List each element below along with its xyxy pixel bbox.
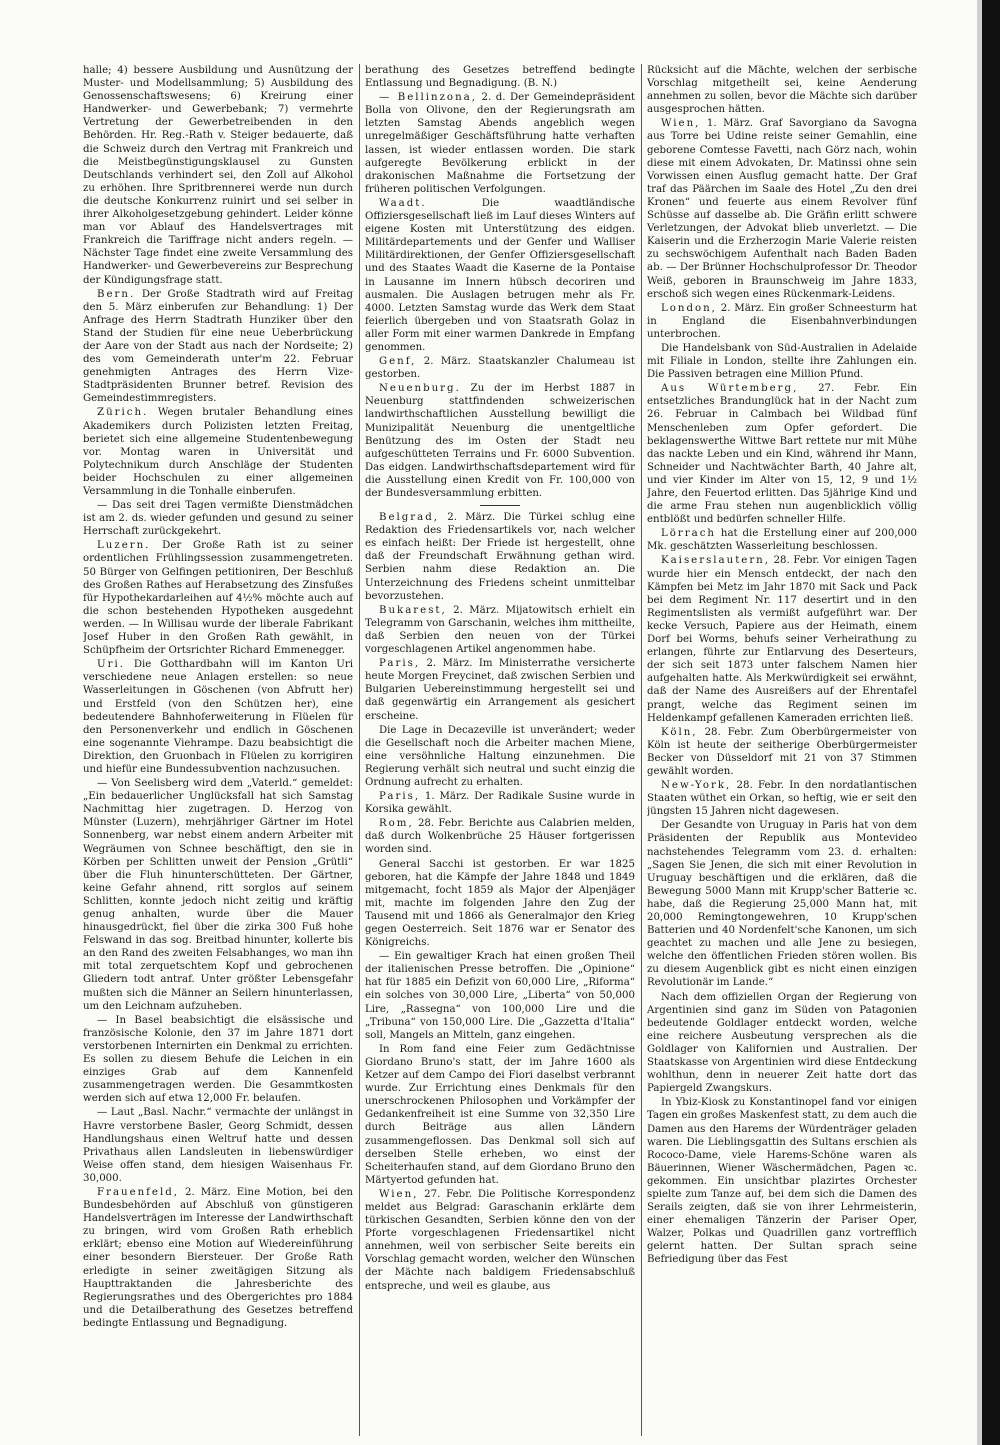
paragraph-text: — Laut „Basl. Nachr.“ vermachte der unlängst in Havre verstorbene Basler, Georg Schmidt, dessen Handlungshaus einen Weltruf hatte und dessen Privathaus allen Landsleuten in liebenswürdiger Weise offen stand, dem hiesigen Waisenhaus Fr. 30,000. <box>83 1107 353 1184</box>
paragraph-text: Die Gotthardbahn will im Kanton Uri verschiedene neue Anlagen erstellen: so neue Wasserleitungen in Göschenen (von Abfrutt her) und Erstfeld (von den Schützen her), eine bedeutendere Bahnhoferweiterung in Flüelen für den Personenverkehr und endlich in Göschenen eine sogenannte Viehrampe. Dazu beabsichtigt die Direktion, den Gruonbach in Flüelen zu korrigiren und hiefür eine Bundessubvention nachzusuchen. <box>83 659 353 775</box>
column-1 <box>83 64 353 1434</box>
dateline: Waadt. <box>379 197 427 209</box>
dateline: Frauenfeld, <box>97 1186 179 1198</box>
paragraph-text: Nach dem offiziellen Organ der Regierung von Argentinien sind ganz im Süden von Patagonien bedeutende Goldlager entdeckt worden, welche eine reichere Ausbeutung versprechen als die Goldlager von Kalifornien und Australien. Der Staatskasse von Argentinien wird diese Entdeckung wohlthun, denn in neuerer Zeit hatte dort das Papiergeld Zwangskurs. <box>647 991 917 1095</box>
paragraph-text: Der Große Stadtrath wird auf Freitag den 5. März einberufen zur Behandlung: 1) Der Anfrage des Herrn Stadtrath Hunziker über den Stand der Studien für eine neue Ueberbrückung der Aare von der Stadt aus nach der Nordseite; 2) des vom Gemeinderath unter'm 22. Februar genehmigten Antrages des Herrn Vize-Stadtpräsidenten Brunner betref. Revision des Gemeindestimmregisters. <box>83 288 353 405</box>
article-paragraph <box>647 527 917 553</box>
article-paragraph <box>647 779 917 818</box>
article-paragraph <box>83 499 353 538</box>
article-paragraph <box>365 817 635 856</box>
article-paragraph <box>365 950 635 1042</box>
article-paragraph <box>365 790 635 816</box>
column-rule <box>641 64 642 1436</box>
article-paragraph <box>647 302 917 341</box>
paragraph-text: Wegen brutaler Behandlung eines Akademikers durch Polizisten letzten Freitag, berietet sich eine allgemeine Studentenbewegung vor. Montag waren in Universität und Polytechnikum durch Anschläge der Studenten beider Hochschulen zu einer allgemeinen Versammlung in die Tonhalle einberufen. <box>83 407 353 497</box>
paragraph-text: 28. Febr. Zum Oberbürgermeister von Köln ist heute der seitherige Oberbürgermeister Becker von Düsseldorf mit 21 von 37 Stimmen gewählt worden. <box>647 726 917 777</box>
dateline: Wien, <box>661 118 701 130</box>
paragraph-text: — Von Seelisberg wird dem „Vaterld.“ gemeldet: „Ein bedauerlicher Unglücksfall hat sich Samstag Nachmittag hier zugetragen. D. Herzog von Münster (Luzern), mehrjähriger Gärtner im Hotel Sonnenberg, war nebst einem andern Arbeiter mit Wegräumen von Schnee beschäftigt, den sie in Körben per Schlitten unweit der Pension „Grütli“ über die Fluh hinunterschütteten. Der Gärtner, keine Gefahr ahnend, ritt sorglos auf seinem Schlitten, konnte jedoch nicht zeitig und kräftig genug anhalten, wurde über die Mauer hinausgedrückt, fiel über die zirka 300 Fuß hohe Felswand in das sog. Breitbad hinunter, kollerte bis an den Rand des zweiten Felsabhanges, wo man ihn mit total zerquetschtem Kopf und gebrochenen Gliedern todt antraf. Unter größter Lebensgefahr mußten sich die Männer an Seilern hinunterlassen, um den Leichnam aufzuheben. <box>83 778 353 1012</box>
dateline: Köln, <box>661 726 698 738</box>
article-paragraph <box>83 658 353 776</box>
paragraph-text: Der Gesandte von Uruguay in Paris hat von dem Präsidenten der Republik aus Montevideo nachstehendes Telegramm vom 23. d. erhalten: „Sagen Sie Jenen, die sich mit einer Revolution in Uruguay beschäftigen und die erklären, daß die Bewegung 5000 Mann mit Krupp'scher Batterie ꝛc. habe, daß die Regierung 25,000 Mann hat, mit 20,000 Remingtongewehren, 10 Krupp'schen Batterien und 40 Nordenfelt'sche Kanonen, um sich geachtet zu machen und alle Jene zu besiegen, welche den öffentlichen Frieden stören wollen. Bis zu diesem Augenblick gibt es nicht einen einzigen Revolutionär im Lande.“ <box>647 820 917 989</box>
article-paragraph <box>647 554 917 724</box>
dateline: Lörrach <box>661 528 716 540</box>
paragraph-text: Die Handelsbank von Süd-Australien in Adelaide mit Filiale in London, stellte ihre Zahlungen ein. Die Passiven betragen eine Million Pfund. <box>647 342 917 381</box>
article-paragraph <box>365 1188 635 1293</box>
article-paragraph <box>647 64 917 116</box>
article-paragraph <box>365 91 635 196</box>
article-paragraph <box>365 197 635 354</box>
paragraph-text: In Ybiz-Kiosk zu Konstantinopel fand vor einigen Tagen ein großes Maskenfest statt, zu dem auch die Damen aus den Harems der Würdenträger geladen waren. Die Lieblingsgattin des Sultans erschien als Rococo-Dame, viele Harems-Schöne waren als Bäuerinnen, Wiener Wäschermädchen, Pagen ꝛc. gekommen. Ein unsichtbar plazirtes Orchester spielte zum Tanze auf, bei dem sich die Damen des Serails zeigten, daß sie von ihrer Lehrmeisterin, einer ehemaligen Tänzerin der Pariser Oper, Walzer, Polkas und Quadrillen ganz vortrefflich gelernt hatten. Der Sultan sprach seine Befriedigung über das Fest <box>647 1097 917 1266</box>
paragraph-text: 27. Febr. Ein entsetzliches Brandunglück hat in der Nacht zum 26. Februar in Calmbach bei Wildbad fünf Menschenleben zum Opfer gefordert. Die beklagenswerthe Wittwe Bart rettete nur mit Mühe das nackte Leben und ein Kind, während ihr Mann, Schneider und Nachtwächter Barth, 40 Jahre alt, und vier Kinder im Alter von 15, 12, 9 und 1½ Jahre, den Feuertod erlitten. Das 5jährige Kind und die arme Frau stehen nun augenblicklich völlig entblößt und bedürfen schneller Hilfe. <box>647 383 917 526</box>
dateline: Aus Würtemberg, <box>661 383 799 395</box>
dateline: Belgrad, <box>379 512 439 524</box>
article-paragraph <box>83 64 353 287</box>
column-2 <box>365 64 635 1434</box>
dateline: Paris, <box>379 791 421 803</box>
dateline: — Bellinzona, <box>379 92 477 104</box>
paragraph-text: 2. März. Die Türkei schlug eine Redaktion des Friedensartikels vor, nach welcher es einfach heißt: Der Friede ist hergestellt, ohne daß der Freundschaft Erwähnung gethan wird. Serbien nahm diese Redaktion an. Die Unterzeichnung des Friedens scheint unmittelbar bevorzustehen. <box>365 512 635 602</box>
page-edge <box>982 0 1000 1445</box>
article-paragraph <box>83 777 353 1013</box>
paragraph-text: Die waadtländische Offiziersgesellschaft ließ im Lauf dieses Winters auf eigene Kosten mit Unterstützung des eidgen. Militärdepartements und der Genfer und Walliser Militärdirektionen, der Genfer Offiziersgesellschaft und des Staates Waadt die Kaserne de la Pontaise in Lausanne im Innern hübsch decoriren und ausmalen. Die Auslagen betrugen mehr als Fr. 4000. Letzten Samstag wurde das Werk dem Staat feierlich übergeben und von Staatsrath Golaz in aller Form mit einer warmen Dankrede in Empfang genommen. <box>365 197 635 353</box>
dateline: Uri. <box>97 659 125 671</box>
paragraph-text: berathung des Gesetzes betreffend bedingte Entlassung und Begnadigung. (B. N.) <box>365 65 635 90</box>
paragraph-text: Zu der im Herbst 1887 in Neuenburg stattfindenden schweizerischen landwirthschaftlichen Ausstellung bewilligt die Munizipalität Neuenburg die unentgeltliche Benützung des im Osten der Stadt neu aufgeschütteten Terrains und Fr. 6000 Subvention. Das eidgen. Landwirthschaftsdepartement wird für die Ausstellung einen Kredit von Fr. 100,000 von der Bundesversammlung erbitten. <box>365 383 635 499</box>
paragraph-text: 2. März. Eine Motion, bei den Bundesbehörden auf Abschluß von günstigeren Handelsverträgen im Interesse der Landwirthschaft zu bringen, wird vom Großen Rath erheblich erklärt; ebenso eine Motion auf Wiedereinführung einer besondern Biersteuer. Der Große Rath erledigte in seiner zweitägigen Sitzung als Haupttraktanden die Jahresberichte des Regierungsrathes und des Obergerichtes pro 1884 und die Detailberathung des Gesetzes betreffend bedingte Entlassung und Begnadigung. <box>83 1186 353 1329</box>
paragraph-text: 27. Febr. Die Politische Korrespondenz meldet aus Belgrad: Garaschanin erklärte dem türkischen Gesandten, Serbien könne den von der Pforte vorgeschlagenen Friedensartikel nicht annehmen, weil von serbischer Seite bereits ein Vorschlag gemacht worden, welcher den Wünschen der Mächte nach baldigem Friedensabschluß entspreche, und weil es glaube, aus <box>365 1188 635 1292</box>
article-paragraph <box>365 382 635 500</box>
paragraph-text: 28. Febr. Vor einigen Tagen wurde hier ein Mensch entdeckt, der nach den Kämpfen bei Metz im Jahr 1870 mit Sack und Pack bei dem Regiment Nr. 117 desertirt und in den Regimentslisten als vermißt aufgeführt war. Der kecke Versuch, Papiere aus der Heimath, einem Dorf bei Worms, behufs seiner Verheirathung zu erlangen, führte zur Entlarvung des Deserteurs, der sich seit 1873 unter falschem Namen hier aufgehalten hatte. Als Merkwürdigkeit sei erwähnt, daß der Name des Ausreißers auf der Ehrentafel prangt, welche das Regiment seinen im Heldenkampf gefallenen Kameraden errichten ließ. <box>647 555 917 724</box>
article-paragraph <box>83 1186 353 1330</box>
article-paragraph <box>647 819 917 989</box>
paragraph-text: Der Große Rath ist zu seiner ordentlichen Frühlingssession zusammengetreten. 50 Bürger von Gelfingen petitioniren, Der Beschluß des Großen Rathes auf Herabsetzung des Zinsfußes für Hypothekardarleihen auf 4½% möchte auch auf die schon bestehenden Hypotheken ausgedehnt werden. — In Willisau wurde der liberale Fabrikant Josef Huber in den Großen Rath gewählt, in Schüpfheim der Ortsrichter Richard Emmenegger. <box>83 540 353 657</box>
article-paragraph <box>647 1096 917 1266</box>
article-paragraph <box>365 355 635 381</box>
article-paragraph <box>365 657 635 722</box>
paragraph-text: — In Basel beabsichtigt die elsässische und französische Kolonie, den 37 im Jahre 1871 dort verstorbenen Internirten ein Denkmal zu errichten. Es sollen zu diesem Behufe die Leichen in ein einziges Grab auf dem Kannenfeld zusammengetragen werden. Die Gesammtkosten werden sich auf etwa 12,000 Fr. belaufen. <box>83 1014 353 1105</box>
article-paragraph <box>365 604 635 656</box>
article-paragraph <box>365 511 635 603</box>
paragraph-text: General Sacchi ist gestorben. Er war 1825 geboren, hat die Kämpfe der Jahre 1848 und 1849 mitgemacht, focht 1859 als Major der Alpenjäger mit, machte im folgenden Jahre den Zug der Tausend mit und 1866 als Generalmajor den Krieg gegen Oesterreich. Seit 1876 war er Senator des Königreichs. <box>365 858 635 949</box>
paragraph-text: 1. März. Der Radikale Susine wurde in Korsika gewählt. <box>365 791 635 816</box>
article-paragraph <box>365 858 635 950</box>
dateline: Neuenburg. <box>379 383 461 395</box>
dateline: Kaiserslautern, <box>661 555 770 567</box>
article-paragraph <box>83 406 353 498</box>
paragraph-text: 2. März. Staatskanzler Chalumeau ist gestorben. <box>365 356 635 381</box>
article-paragraph <box>83 1014 353 1106</box>
paragraph-text: Die Lage in Decazeville ist unverändert; weder die Gesellschaft noch die Arbeiter machen Miene, eine versöhnliche Haltung einzunehmen. Die Regierung verhält sich neutral und sucht einzig die Ordnung aufrecht zu erhalten. <box>365 724 635 788</box>
column-3 <box>647 64 917 1434</box>
dateline: Zürich. <box>97 407 149 419</box>
paragraph-text: — Ein gewaltiger Krach hat einen großen Theil der italienischen Presse betroffen. Die „Opinione“ hat für 1885 ein Defizit von 60,000 Lire, „Riforma“ ein solches von 30,000 Lire, „Liberta“ von 50,000 Lire, „Rassegna“ von 100,000 Lire und die „Tribuna“ von 150,000 Lire. Die „Gazzetta d'Italia“ soll, Mangels an Mitteln, ganz eingehen. <box>365 951 635 1041</box>
article-paragraph <box>647 382 917 526</box>
paragraph-text: 2. d. Der Gemeindepräsident Bolla von Olivone, den der Regierungsrath am letzten Samstag Abends angeblich wegen unregelmäßiger Geschäftsführung hatte verhaften lassen, ist wieder entlassen worden. Die stark aufgeregte Bevölkerung erblickt in der drakonischen Maßnahme die Fortsetzung der früheren politischen Verfolgungen. <box>365 92 635 195</box>
dateline: Wien, <box>379 1188 419 1200</box>
article-paragraph <box>83 539 353 657</box>
column-rule <box>359 64 360 1436</box>
article-paragraph <box>647 117 917 300</box>
section-separator <box>480 505 520 506</box>
dateline: London, <box>661 302 717 314</box>
article-paragraph <box>83 288 353 406</box>
article-paragraph <box>365 64 635 90</box>
dateline: Bern. <box>97 288 136 300</box>
article-paragraph <box>647 991 917 1096</box>
dateline: Bukarest, <box>379 604 447 616</box>
article-paragraph <box>647 342 917 381</box>
paragraph-text: — Das seit drei Tagen vermißte Dienstmädchen ist am 2. ds. wieder gefunden und gesund zu seiner Herrschaft zurückgekehrt. <box>83 500 353 538</box>
dateline: Luzern. <box>97 540 151 552</box>
article-paragraph <box>365 724 635 789</box>
paragraph-text: 2. März. Ein großer Schneesturm hat in England die Eisenbahnverbindungen unterbrochen. <box>647 302 917 340</box>
paragraph-text: 28. Febr. Berichte aus Calabrien melden, daß durch Wolkenbrüche 25 Häuser fortgerissen worden sind. <box>365 818 635 856</box>
article-paragraph <box>83 1106 353 1185</box>
paragraph-text: 28. Febr. In den nordatlantischen Staaten wüthet ein Orkan, so heftig, wie er seit den jüngsten 15 Jahren nicht dagewesen. <box>647 780 917 818</box>
paragraph-text: Rücksicht auf die Mächte, welchen der serbische Vorschlag mitgetheilt sei, keine Aenderung annehmen zu sollen, bevor die Mächte sich darüber ausgesprochen hätten. <box>647 65 917 116</box>
paragraph-text: halle; 4) bessere Ausbildung und Ausnützung der Muster- und Modellsammlung; 5) Ausbildung des Genossenschaftswesens; 6) Kreirung einer Handwerker- und Gewerbebank; 7) vermehrte Vertretung der Gewerbetreibenden in den Behörden. Hr. Reg.-Rath v. Steiger bedauerte, daß die Schweiz durch den Vertrag mit Frankreich und die Meistbegünstigungsklausel zu Gunsten Deutschlands verhindert sei, den Zoll auf Alkohol zu erhöhen. Ihre Spritbrennerei werde nun durch die deutsche Konkurrenz ruinirt und sei selber in ihrer Alkoholgesetzgebung gehindert. Leider könne man vor Ablauf des Handelsvertrages mit Frankreich die Tariffrage nicht anders regeln. — Nächster Tage findet eine zweite Versammlung des Handwerker- und Gewerbevereins zur Besprechung der Kündigungsfrage statt. <box>83 65 353 286</box>
dateline: Paris, <box>379 658 421 670</box>
dateline: Genf, <box>379 356 417 368</box>
paragraph-text: hat die Erstellung einer auf 200,000 Mk. geschätzten Wasserleitung beschlossen. <box>647 528 917 553</box>
paragraph-text: 2. März. Mijatowitsch erhielt ein Telegramm von Garschanin, welches ihm mittheilte, daß Serbien den neuen von der Türkei vorgeschlagenen Artikel angenommen habe. <box>365 604 635 656</box>
paragraph-text: 2. März. Im Ministerrathe versicherte heute Morgen Freycinet, daß zwischen Serbien und Bulgarien Uebereinstimmung hergestellt sei und daß gegenwärtig ein Arrangement als gesichert erscheine. <box>365 658 635 722</box>
paragraph-text: In Rom fand eine Feier zum Gedächtnisse Giordano Bruno's statt, der im Jahre 1600 als Ketzer auf dem Campo dei Fiori daselbst verbrannt wurde. Zur Errichtung eines Denkmals für den unerschrockenen Philosophen und Vorkämpfer der Gedankenfreiheit ist eine Summe von 32,350 Lire durch Beiträge aus allen Ländern zusammengeflossen. Das Denkmal soll sich auf derselben Stelle erheben, wo einst der Scheiterhaufen stand, auf dem Giordano Bruno den Märtyertod gefunden hat. <box>365 1043 635 1186</box>
article-paragraph <box>365 1043 635 1187</box>
article-paragraph <box>647 726 917 778</box>
paragraph-text: 1. März. Graf Savorgiano da Savogna aus Torre bei Udine reiste seiner Gemahlin, eine geborene Comtesse Favetti, nach Görz nach, wohin diese mit einem Advokaten, Dr. Matinssi ohne sein Vorwissen einen Ausflug gemacht hatte. Der Graf traf das Päärchen im Saale des Hotel „Zu den drei Kronen“ und feuerte aus einem Revolver fünf Schüsse auf dasselbe ab. Die Gräfin erlitt schwere Verletzungen, der Advokat blieb unverletzt. — Die Kaiserin und die Erzherzogin Marie Valerie reisten zu sechswöchigem Aufenthalt nach Baden Baden ab. — Der Brünner Hochschulprofessor Dr. Theodor Weiß, geboren in Braunschweig im Jahre 1833, erschoß sich wegen eines Rückenmark-Leidens. <box>647 118 917 300</box>
dateline: Rom, <box>379 818 414 830</box>
dateline: New-York, <box>661 780 732 792</box>
